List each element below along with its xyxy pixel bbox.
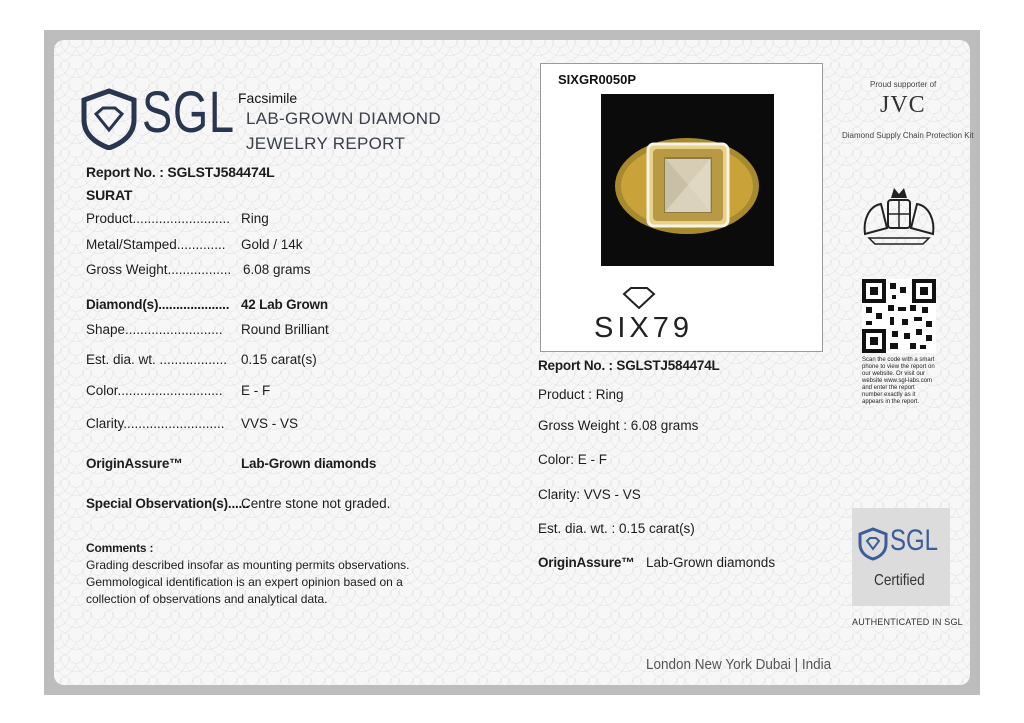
summary-gross-weight: Gross Weight : 6.08 grams	[538, 418, 699, 433]
field-value-metal: Gold / 14k	[241, 237, 303, 252]
summary-clarity: Clarity: VVS - VS	[538, 487, 641, 502]
summary-product: Product : Ring	[538, 387, 624, 402]
field-value-color: E - F	[241, 383, 271, 398]
qr-instructions: Scan the code with a smart phone to view the report on our website. Or visit our website www.sgl-labs.com and enter the report number exactly as it appears in the report.	[862, 357, 935, 405]
field-value-gross-weight: 6.08 grams	[243, 262, 311, 277]
field-value-special-observation: Centre stone not graded.	[241, 496, 391, 511]
comments-line: Grading described insofar as mounting permits observations.	[86, 558, 410, 572]
jeweler-brand: SIX79	[594, 312, 693, 344]
report-title-line2: JEWELRY REPORT	[246, 134, 406, 153]
field-label-diamonds: Diamond(s)....................	[86, 297, 230, 312]
comments-line: collection of observations and analytical data.	[86, 592, 328, 606]
comments-block	[86, 540, 416, 608]
field-value-shape: Round Brilliant	[241, 322, 329, 337]
authenticated-label: AUTHENTICATED IN SGL	[852, 617, 963, 627]
summary-est-weight: Est. dia. wt. : 0.15 carat(s)	[538, 521, 695, 536]
field-label-color: Color............................	[86, 383, 223, 398]
sgl-shield-icon	[80, 88, 138, 150]
summary-color: Color: E - F	[538, 452, 608, 467]
diamond-icon	[622, 287, 656, 309]
jvc-logo: JVC	[880, 92, 926, 118]
report-location: SURAT	[86, 187, 133, 203]
comments-title: Comments :	[86, 541, 154, 555]
field-value-est-weight: 0.15 carat(s)	[241, 352, 317, 367]
certified-brand: SGL	[890, 524, 939, 557]
certified-label: Certified	[874, 572, 925, 589]
field-label-origin: OriginAssure™	[86, 456, 183, 471]
field-label-shape: Shape..........................	[86, 322, 223, 337]
sgl-shield-small-icon	[858, 527, 888, 561]
item-code: SIXGR0050P	[558, 72, 637, 87]
facsimile-label: Facsimile	[238, 90, 298, 106]
report-title-line1: LAB-GROWN DIAMOND	[246, 109, 441, 128]
field-label-clarity: Clarity...........................	[86, 416, 225, 431]
field-value-clarity: VVS - VS	[241, 416, 299, 431]
field-label-product: Product..........................	[86, 211, 231, 226]
report-number: Report No. : SGLSTJ584474L	[86, 164, 275, 180]
footer-cities: London New York Dubai | India	[646, 656, 832, 673]
jvc-supporter-label: Proud supporter of	[870, 80, 937, 89]
field-label-gross-weight: Gross Weight.................	[86, 262, 232, 277]
qr-code-icon	[862, 279, 936, 353]
summary-report-number: Report No. : SGLSTJ584474L	[538, 358, 720, 373]
summary-origin-value: Lab-Grown diamonds	[646, 555, 776, 570]
field-value-origin: Lab-Grown diamonds	[241, 456, 377, 471]
jvc-subtitle: Diamond Supply Chain Protection Kit	[842, 131, 974, 140]
field-label-special-observation: Special Observation(s)......	[86, 496, 250, 511]
brand-logo-text: SGL	[142, 80, 235, 145]
comments-line: Gemmological identification is an expert opinion based on a	[86, 575, 403, 589]
field-label-est-weight: Est. dia. wt. ..................	[86, 352, 228, 367]
ring-photo	[601, 94, 774, 266]
royal-crest-icon	[857, 184, 941, 248]
field-label-metal: Metal/Stamped.............	[86, 237, 226, 252]
field-value-product: Ring	[241, 211, 269, 226]
field-value-diamonds: 42 Lab Grown	[241, 297, 328, 312]
summary-origin-label: OriginAssure™	[538, 555, 635, 570]
